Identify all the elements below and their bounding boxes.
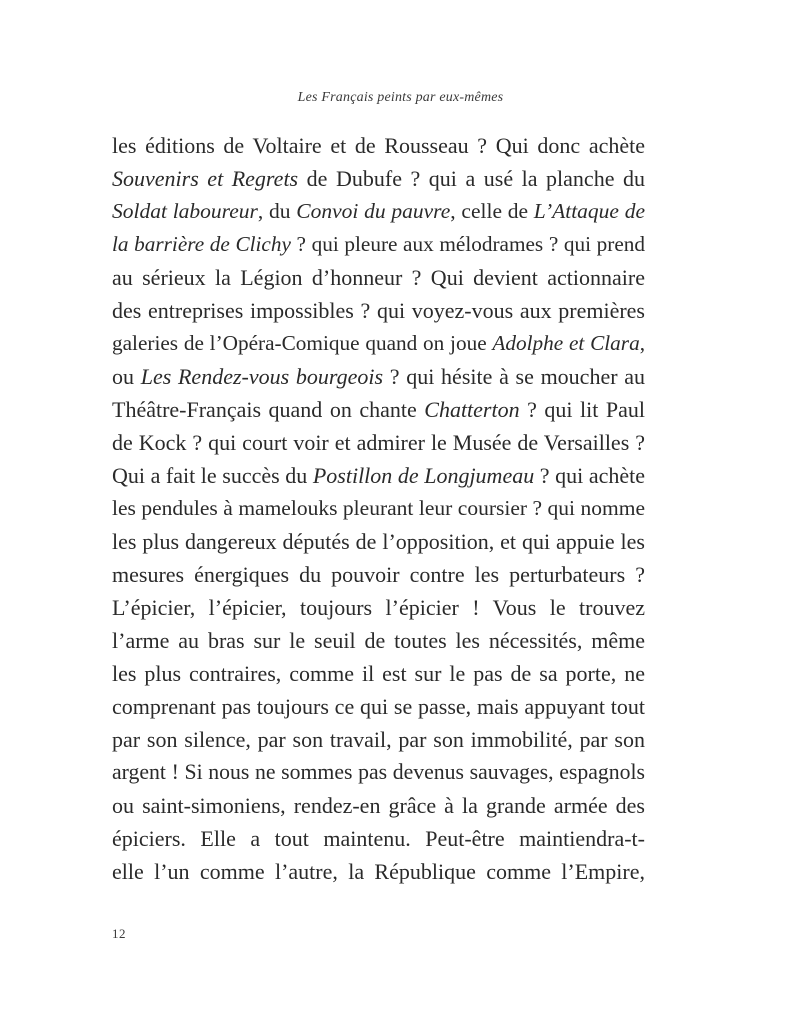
text-run: au sérieux la Légion d’honneur ? Qui devient actionnaire [112,265,645,290]
text-run: elle l’un comme l’autre, la République comme l’Empire, [112,859,645,884]
text-run: argent ! Si nous ne sommes pas devenus sauvages, espagnols [112,760,645,784]
text-run: comprenant pas toujours ce qui se passe, mais appuyant tout [112,694,645,719]
text-run: mesures énergiques du pouvoir contre les perturbateurs ? [112,562,645,587]
text-line [112,657,645,690]
text-line [112,360,645,393]
page-number: 12 [112,926,126,941]
text-run: galeries de l’Opéra-Comique quand on joue [112,331,493,355]
text-run: Qui a fait le succès du [112,463,313,488]
text-run: épiciers. Elle a tout maintenu. Peut-être maintiendra-t- [112,826,645,851]
text-line [112,162,645,195]
text-line [112,492,645,525]
text-run: Théâtre-Français quand on chante [112,397,425,422]
text-run: les éditions de Voltaire et de Rousseau ? Qui donc achète [112,133,645,158]
text-run: de Kock ? qui court voir et admirer le Musée de Versailles ? [112,430,645,455]
text-line [112,327,645,360]
text-line [112,129,645,162]
text-line [112,558,645,591]
italic-title: la barrière de Clichy [112,232,291,256]
text-line [112,723,645,756]
body-text [112,129,645,888]
text-run: ou saint-simoniens, rendez-en grâce à la grande armée des [112,793,645,818]
text-run: l’arme au bras sur le seuil de toutes les nécessités, même [112,628,645,653]
italic-title: Adolphe et Clara [492,331,640,355]
text-run: des entreprises impossibles ? qui voyez-vous aux premières [112,298,645,323]
text-run: ? qui pleure aux mélodrames ? qui prend [290,232,646,256]
text-run: ? qui lit Paul [519,397,645,422]
text-run: ? qui achète [534,463,645,488]
text-line [112,426,645,459]
text-run: les plus contraires, comme il est sur le pas de sa porte, ne [112,661,645,686]
text-line [112,525,645,558]
text-line [112,591,645,624]
text-run: les pendules à mamelouks pleurant leur coursier ? qui nomme [112,496,645,520]
italic-title: Postillon de Longjumeau [312,463,535,488]
text-line [112,690,645,723]
running-header: Les Français peints par eux-mêmes [297,90,504,105]
text-run: ? qui hésite à se moucher au [383,364,646,389]
text-run: L’épicier, l’épicier, toujours l’épicier ! Vous le trouvez [112,595,645,620]
text-run: , celle de [450,199,534,223]
text-line [112,261,645,294]
text-line [112,822,645,855]
text-run: les plus dangereux députés de l’opposition, et qui appuie les [112,529,645,554]
text-run: , du [257,199,297,223]
text-run: ou [112,364,141,389]
italic-title: Chatterton [424,397,520,422]
text-run: , [639,331,646,355]
text-run: par son silence, par son travail, par son immobilité, par son [112,727,645,752]
italic-title: Convoi du pauvre [296,199,451,223]
text-line [112,756,645,789]
text-line [112,624,645,657]
text-line [112,459,645,492]
text-line [112,228,645,261]
text-run: de Dubufe ? qui a usé la planche du [298,166,646,191]
italic-title: Les Rendez-vous bourgeois [140,364,384,389]
italic-title: Souvenirs et Regrets [112,166,299,191]
italic-title: L’Attaque de [533,199,646,223]
text-line [112,855,645,888]
text-line [112,393,645,426]
text-line [112,294,645,327]
italic-title: Soldat laboureur [112,199,258,223]
text-line [112,195,645,228]
text-line [112,789,645,822]
